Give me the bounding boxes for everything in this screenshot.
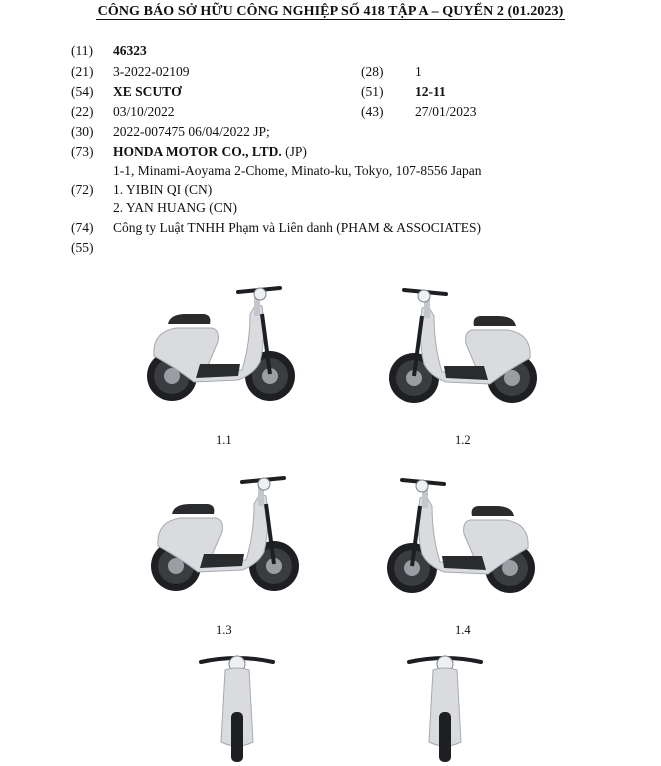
scooter-rear-view-image [400, 652, 490, 766]
figure-1-1 [136, 268, 306, 418]
locarno-class: 12-11 [415, 84, 446, 99]
registration-number: 46323 [113, 43, 147, 58]
scooter-front-view-image [192, 652, 282, 766]
field-code-54: (54) [71, 84, 94, 99]
figure-1-2 [378, 270, 548, 420]
figure-1-5 [192, 652, 282, 766]
filing-date: 03/10/2022 [113, 104, 175, 119]
figure-caption-1-1: 1.1 [216, 433, 232, 447]
figure-caption-1-4: 1.4 [455, 623, 471, 637]
scooter-side-view-image [136, 268, 306, 418]
field-code-55: (55) [71, 240, 94, 255]
applicant [113, 144, 307, 160]
agent: Công ty Luật TNHH Phạm và Liên danh (PHAM & ASSOCIATES) [113, 220, 481, 235]
applicant-name: HONDA MOTOR CO., LTD. [113, 144, 282, 159]
design-title: XE SCUTƠ [113, 84, 182, 99]
bulletin-header: CÔNG BÁO SỞ HỮU CÔNG NGHIỆP SỐ 418 TẬP A – QUYỂN 2 (01.2023) [97, 4, 564, 19]
application-number: 3-2022-02109 [113, 64, 190, 79]
scooter-opposite-side-image [378, 270, 548, 420]
design-count: 1 [415, 64, 422, 79]
applicant-address: 1-1, Minami-Aoyama 2-Chome, Minato-ku, Tokyo, 107-8556 Japan [113, 163, 482, 178]
field-code-11: (11) [71, 43, 93, 58]
figure-1-3 [140, 458, 310, 608]
field-code-51: (51) [361, 84, 384, 99]
scooter-front-perspective-image [140, 458, 310, 608]
field-code-30: (30) [71, 124, 94, 139]
field-code-43: (43) [361, 104, 384, 119]
inventor-1: 1. YIBIN QI (CN) [113, 182, 213, 197]
priority-data: 2022-007475 06/04/2022 JP; [113, 124, 270, 139]
figure-1-6 [400, 652, 490, 766]
field-code-21: (21) [71, 64, 94, 79]
publication-date: 27/01/2023 [415, 104, 477, 119]
figure-caption-1-2: 1.2 [455, 433, 471, 447]
field-code-73: (73) [71, 144, 94, 159]
field-code-72: (72) [71, 182, 94, 197]
figure-1-4 [376, 460, 546, 610]
applicant-country: (JP) [281, 144, 307, 159]
field-code-74: (74) [71, 220, 94, 235]
figure-caption-1-3: 1.3 [216, 623, 232, 637]
scooter-rear-perspective-image [376, 460, 546, 610]
inventor-2: 2. YAN HUANG (CN) [113, 200, 237, 215]
field-code-28: (28) [361, 64, 384, 79]
field-code-22: (22) [71, 104, 94, 119]
